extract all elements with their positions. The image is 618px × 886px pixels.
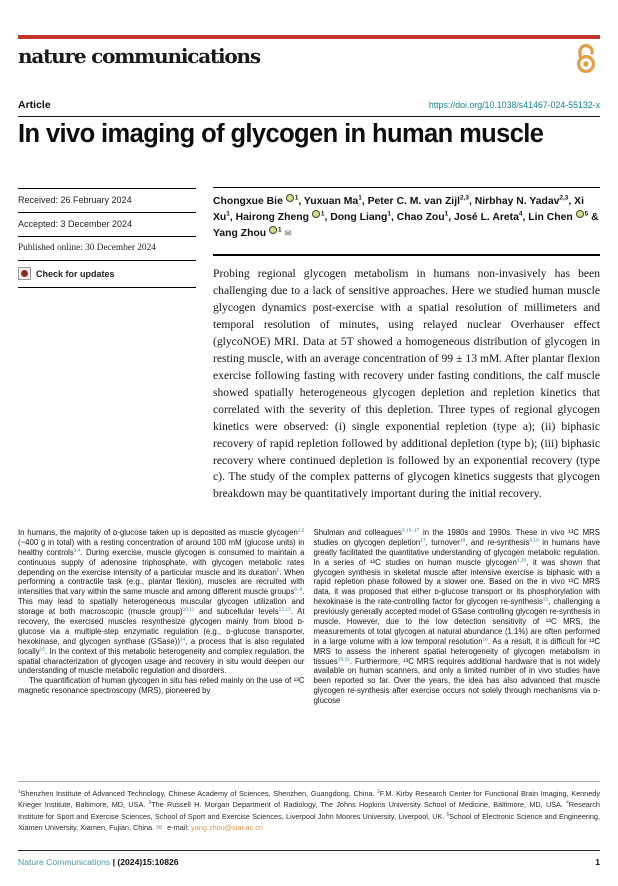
accepted-date: Accepted: 3 December 2024 bbox=[18, 212, 196, 236]
open-access-icon[interactable] bbox=[573, 42, 599, 74]
superscript: 1 bbox=[278, 226, 282, 234]
journal-logo: nature communications bbox=[18, 44, 260, 68]
doi-link[interactable]: https://doi.org/10.1038/s41467-024-55132-x bbox=[428, 100, 600, 110]
orcid-icon[interactable] bbox=[576, 210, 584, 218]
citation-link[interactable]: 16 bbox=[482, 637, 488, 643]
citation-link[interactable]: 12,13 bbox=[278, 607, 291, 613]
page-title: In vivo imaging of glycogen in human muscle bbox=[18, 120, 544, 148]
email-icon bbox=[284, 227, 294, 240]
abstract-divider bbox=[213, 254, 600, 256]
affiliations-footnote: $^1$Shenzhen Institute of Advanced Technology, Chinese Academy of Sciences, Shenzhen, Guangdong, China. $^2$F.M. Kirby Research Center for Functional Brain Imaging, Kennedy Krieger Institute, Baltimore, MD, USA. $^3$The Russell H. Morgan Department of Radiology, The Johns Hopkins University School of Medicine, Baltimore, MD, USA. $^4$Research Institute for Sport and Exercise Sciences, School of Sport and Exercise Sciences, Liverpool John Moores University, Liverpool, UK. $^5$School of Electronic Science and Engineering, Xiamen University, Xiamen, Fujian, China. ✉e-mail: yang.zhou@siat.ac.cn bbox=[18, 781, 600, 834]
superscript: 1 bbox=[18, 788, 21, 794]
email-icon bbox=[156, 822, 166, 834]
citation-link[interactable]: 1,20 bbox=[516, 558, 527, 564]
footer-divider bbox=[18, 850, 600, 851]
citation-link[interactable]: 14 bbox=[179, 637, 186, 643]
footer-journal-link[interactable]: Nature Communications bbox=[18, 857, 111, 867]
orcid-icon[interactable] bbox=[269, 226, 277, 234]
superscript: 1 bbox=[444, 210, 449, 218]
body-text bbox=[18, 528, 600, 706]
article-type-label: Article bbox=[18, 99, 51, 111]
citation-link[interactable]: 1,2 bbox=[297, 528, 305, 534]
superscript: 4 bbox=[518, 210, 523, 218]
citation-link[interactable]: 18 bbox=[459, 538, 466, 544]
citation-link[interactable]: 15,22 bbox=[337, 656, 350, 662]
superscript: 1 bbox=[294, 194, 299, 202]
email-link[interactable]: yang.zhou@siat.ac.cn bbox=[191, 822, 263, 832]
citation-link[interactable]: 3,4 bbox=[73, 548, 81, 554]
intro-paragraph: In humans, the majority of ᴅ-glucose taken up is deposited as muscle glycogen$^{1,2}$ (~400 g in total) with a resting concentration of around 100 mM (glucose units) in healthy controls$^{3,4}$. During exercise, muscle glycogen is consumed to maintain a continuous supply of adenosine triphosphate, with glycogen metabolic rates depending on the exercise intensity of a particular muscle and its duration$^5$. When performing a contractile task (e.g., plantar flexion), muscles are recruited with intensities that vary within the same muscle and among different muscle groups$^{6-9}$. This may lead to spatially heterogeneous muscular glycogen utilization and storage at both macroscopic (muscle group)$^{10,11}$ and subcellular levels$^{12,13}$. At recovery, the exercised muscles resynthesize glycogen mainly from blood ᴅ-glucose via a multiple-step enzymatic regulation (e.g., ᴅ-glucose transporter, hexokinase, and glycogen synthase (GSase))$^{14}$, a process that is also regulated locally$^{15}$. In the context of this metabolic heterogeneity and complex regulation, the spatial characterization of glycogen usage and recovery in situ would deepen our understanding of muscle metabolic regulation and disorders. bbox=[18, 528, 305, 676]
footer-citation-block bbox=[18, 857, 179, 867]
citation-link[interactable]: 6–9 bbox=[294, 587, 303, 593]
superscript: 2 bbox=[377, 788, 380, 794]
article-header-row bbox=[18, 99, 600, 111]
paragraph: Shulman and colleagues$^{3,15-17}$ in the 1980s and 1990s. These in vivo ¹³C MRS studies on glycogen depletion$^{17}$, turnover$^{18}$, and re-synthesis$^{5,19}$ in humans have greatly facilitated the quantitative understanding of glycogen metabolic regulation. In a series of ¹³C studies on human muscle glycogen$^{1,20}$, it was shown that glycogen synthesis in skeletal muscle after intensive exercise is biphasic with a rapid repletion phase followed by a slower one. Based on the in vivo ¹³C MRS data, it was proposed that either ᴅ-glucose transport or its phosphorylation with hexokinase is the rate-controlling factor for glycogen re-synthesis$^{21}$, challenging a previously generally accepted model of GSase controlling glycogen re-synthesis in muscle. However, due to the low detection sensitivity of ¹³C MRS, the measurements of total glycogen at natural abundance (1.1%) are often performed in a large volume with a low temporal resolution$^{16}$. As a result, it is difficult for ¹³C MRS to assess the inherent spatial heterogeneity of glycogen metabolism in tissues$^{15,22}$. Furthermore, ¹³C MRS requires additional hardware that is not widely available on human scanners, and only a limited number of in vivo studies have been reported so far. Over the years, the idea has also advanced that muscle glycogen re-synthesis after exercise occurs not solely through mechanisms via ᴅ-glucose bbox=[313, 528, 600, 706]
page-number: 1 bbox=[595, 857, 600, 867]
superscript: 2,3 bbox=[459, 194, 469, 202]
received-date: Received: 26 February 2024 bbox=[18, 188, 196, 212]
citation-link[interactable]: 10,11 bbox=[182, 607, 195, 613]
article-history-panel bbox=[18, 188, 196, 288]
title-divider bbox=[18, 116, 600, 117]
citation-link[interactable]: 21 bbox=[542, 597, 549, 603]
citation-link[interactable]: 17 bbox=[420, 538, 426, 544]
body-column-left bbox=[18, 528, 305, 706]
check-for-updates-button[interactable] bbox=[18, 260, 196, 287]
superscript: 2,3 bbox=[559, 194, 569, 202]
page-footer bbox=[18, 857, 600, 867]
author-list: Chongxue Bie $^1$, Yuxuan Ma$^1$, Peter C. M. van Zijl$^{2,3}$, Nirbhay N. Yadav$^{2,3}$, Xi Xu$^1$, Hairong Zheng $^1$, Dong Liang$^1$, Chao Zou$^1$, José L. Areta$^4$, Lin Chen $^5$ & Yang Zhou $^1$ ✉ bbox=[213, 194, 600, 242]
footer-citation: | (2024)15:10826 bbox=[110, 857, 179, 867]
superscript: 5 bbox=[446, 811, 450, 817]
author-abstract-column bbox=[213, 187, 600, 503]
superscript: 3 bbox=[148, 799, 152, 805]
abstract-text: Probing regional glycogen metabolism in humans non-invasively has been challenging due to a lack of sensitive approaches. Here we studied human muscle glycogen dynamics post-exercise with a spatial resolution of millimeters and temporal resolution of minutes, using relayed nuclear Overhauser effect (glycoNOE) MRI. Data at 5T showed a homogeneous distribution of glycogen in resting muscle, with an average concentration of 99 ± 13 mM. After plantar flexion exercise following fasting with recovery under fasting conditions, the calf muscle showed spatially heterogeneous glycogen depletion and repletion kinetics that correlated with the severity of this depletion. Three types of regional glycogen kinetics were observed: (i) single exponential repletion (type a); (ii) biphasic recovery of rapid repletion followed by additional depletion (type b); (iii) biphasic recovery where continued depletion is followed by an exponential recovery (type c). The study of the complex patterns of glycogen kinetics suggests that glycogen breakdown may be quantitatively important during the initial recovery. bbox=[213, 267, 600, 501]
orcid-icon[interactable] bbox=[312, 210, 320, 218]
citation-link[interactable]: 5,19 bbox=[529, 538, 539, 544]
superscript: 1 bbox=[358, 194, 362, 202]
superscript: 4 bbox=[566, 799, 569, 805]
citation-link[interactable]: 3,15–17 bbox=[401, 528, 420, 534]
brand-bar bbox=[18, 35, 600, 39]
superscript: 1 bbox=[320, 210, 325, 218]
check-for-updates-label: Check for updates bbox=[36, 268, 115, 279]
superscript: 1 bbox=[387, 210, 391, 218]
citation-link[interactable]: 15 bbox=[39, 647, 46, 653]
superscript: 1 bbox=[226, 210, 230, 218]
crossmark-icon bbox=[18, 267, 31, 280]
body-column-right bbox=[314, 528, 601, 706]
published-date: Published online: 30 December 2024 bbox=[18, 236, 196, 260]
superscript: 5 bbox=[584, 210, 589, 218]
paragraph: The quantification of human glycogen in situ has relied mainly on the use of ¹³C magnetic resonance spectroscopy (MRS), pioneered by bbox=[18, 676, 305, 696]
citation-link[interactable]: 5 bbox=[276, 567, 280, 573]
orcid-icon[interactable] bbox=[286, 194, 294, 202]
